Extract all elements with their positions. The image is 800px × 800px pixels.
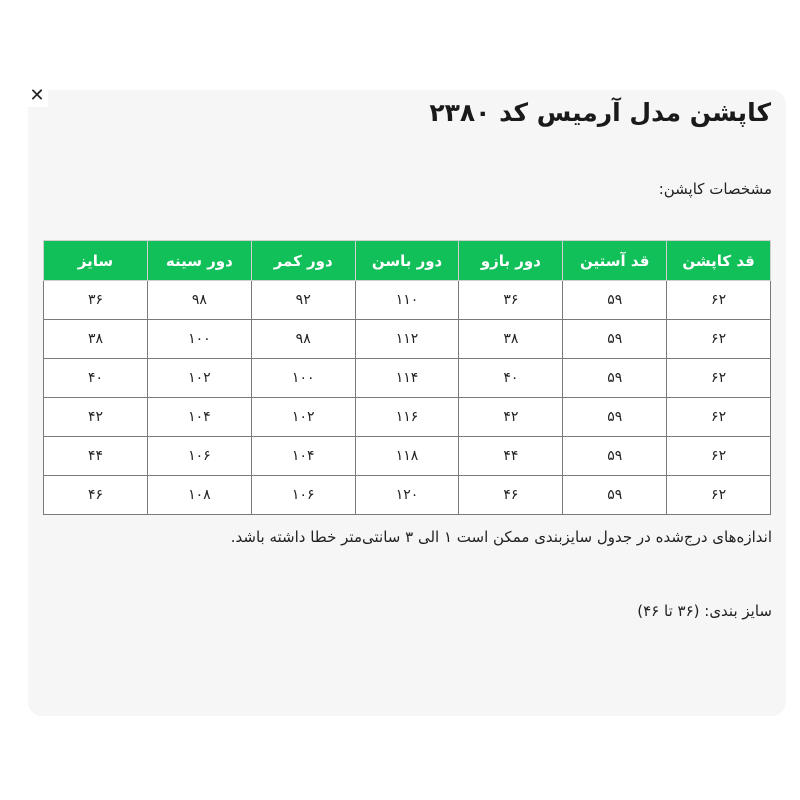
table-cell: ۴۴ <box>44 437 148 476</box>
product-size-panel <box>28 90 786 716</box>
table-row <box>44 398 771 437</box>
table-cell: ۱۰۰ <box>147 320 251 359</box>
table-cell: ۱۱۴ <box>355 359 459 398</box>
table-cell: ۶۲ <box>667 281 771 320</box>
specs-subtitle: مشخصات کاپشن: <box>658 180 772 198</box>
table-header-row <box>44 241 771 281</box>
table-cell: ۵۹ <box>563 320 667 359</box>
table-cell: ۹۲ <box>251 281 355 320</box>
table-row <box>44 476 771 515</box>
table-header-cell: دور کمر <box>251 241 355 281</box>
table-row <box>44 281 771 320</box>
table-header-cell: دور بازو <box>459 241 563 281</box>
table-cell: ۱۰۶ <box>147 437 251 476</box>
table-cell: ۶۲ <box>667 320 771 359</box>
table-cell: ۱۰۴ <box>251 437 355 476</box>
table-cell: ۱۲۰ <box>355 476 459 515</box>
table-cell: ۵۹ <box>563 476 667 515</box>
table-cell: ۴۲ <box>44 398 148 437</box>
table-row <box>44 437 771 476</box>
table-cell: ۵۹ <box>563 437 667 476</box>
table-row <box>44 359 771 398</box>
table-cell: ۴۴ <box>459 437 563 476</box>
table-cell: ۱۱۸ <box>355 437 459 476</box>
table-cell: ۳۸ <box>44 320 148 359</box>
table-row <box>44 320 771 359</box>
table-cell: ۴۰ <box>44 359 148 398</box>
page-title: کاپشن مدل آرمیس کد ۲۳۸۰ <box>429 98 771 127</box>
table-cell: ۵۹ <box>563 398 667 437</box>
table-cell: ۳۸ <box>459 320 563 359</box>
table-cell: ۶۲ <box>667 437 771 476</box>
table-cell: ۳۶ <box>459 281 563 320</box>
table-cell: ۴۲ <box>459 398 563 437</box>
table-cell: ۶۲ <box>667 359 771 398</box>
table-header-cell: سایز <box>44 241 148 281</box>
table-cell: ۱۰۲ <box>251 398 355 437</box>
table-header-cell: قد آستین <box>563 241 667 281</box>
size-table <box>43 240 771 515</box>
table-cell: ۶۲ <box>667 398 771 437</box>
table-cell: ۱۰۴ <box>147 398 251 437</box>
table-cell: ۳۶ <box>44 281 148 320</box>
table-cell: ۱۱۰ <box>355 281 459 320</box>
table-header-cell: دور سینه <box>147 241 251 281</box>
measurement-note: اندازه‌های درج‌شده در جدول سایزبندی ممکن است ۱ الی ۳ سانتی‌متر خطا داشته باشد. <box>230 528 772 546</box>
table-cell: ۱۰۶ <box>251 476 355 515</box>
table-cell: ۹۸ <box>147 281 251 320</box>
size-range-text: سایز بندی: (۳۶ تا ۴۶) <box>637 602 772 620</box>
close-icon: ✕ <box>29 85 45 106</box>
table-cell: ۹۸ <box>251 320 355 359</box>
table-cell: ۴۰ <box>459 359 563 398</box>
table-header-cell: قد کاپشن <box>667 241 771 281</box>
table-cell: ۵۹ <box>563 359 667 398</box>
table-cell: ۴۶ <box>44 476 148 515</box>
table-header-cell: دور باسن <box>355 241 459 281</box>
table-cell: ۶۲ <box>667 476 771 515</box>
table-cell: ۱۱۲ <box>355 320 459 359</box>
table-cell: ۵۹ <box>563 281 667 320</box>
table-cell: ۱۱۶ <box>355 398 459 437</box>
table-cell: ۱۰۰ <box>251 359 355 398</box>
table-cell: ۱۰۲ <box>147 359 251 398</box>
close-button[interactable] <box>26 85 48 107</box>
table-cell: ۱۰۸ <box>147 476 251 515</box>
table-cell: ۴۶ <box>459 476 563 515</box>
